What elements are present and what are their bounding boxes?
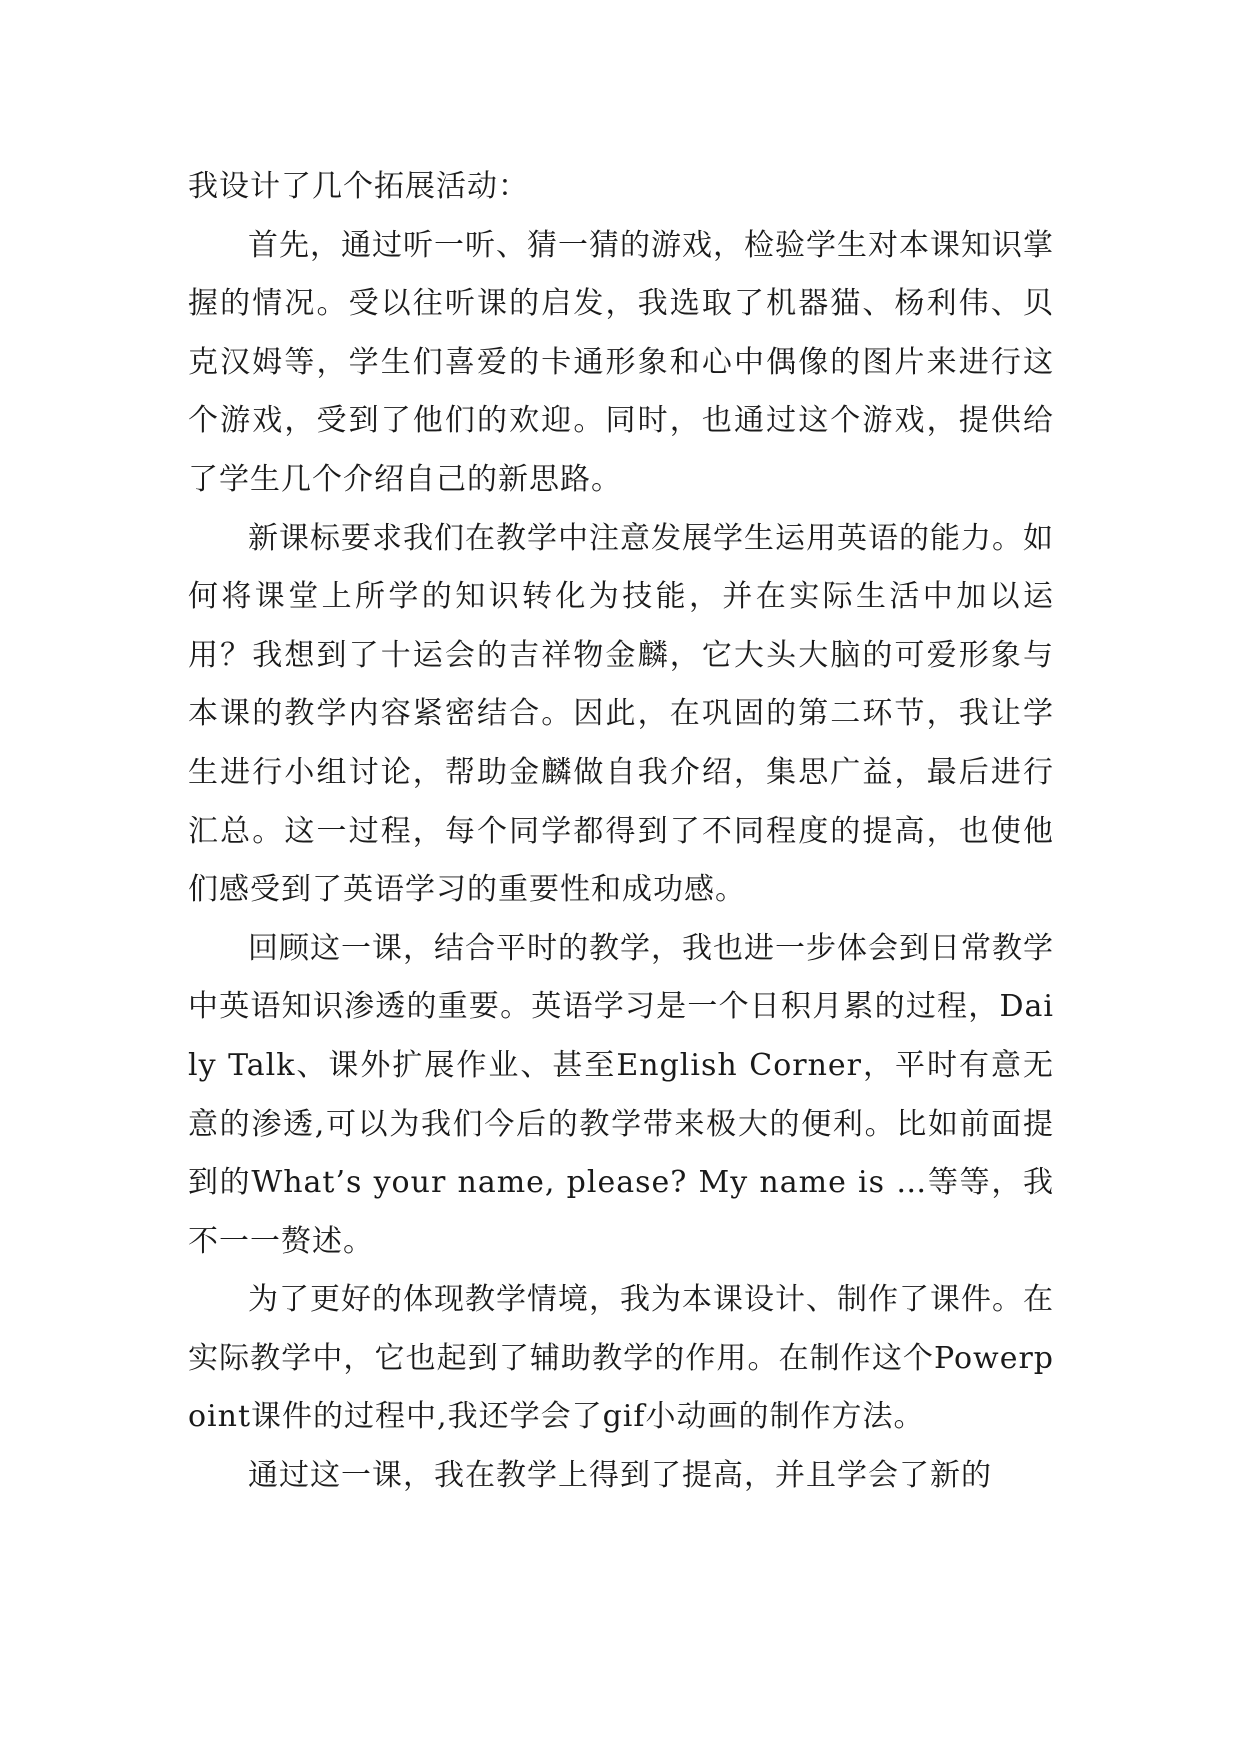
paragraph-guessing-game: 首先，通过听一听、猜一猜的游戏，检验学生对本课知识掌握的情况。受以往听课的启发，我选取了机器猫、杨利伟、贝克汉姆等，学生们喜爱的卡通形象和心中偶像的图片来进行这个游戏，受到了他们的欢迎。同时，也通过这个游戏，提供给了学生几个介绍自己的新思路。 [188,227,1054,497]
paragraph-conclusion: 通过这一课，我在教学上得到了提高，并且学会了新的 [248,1458,992,1494]
document-body [188,158,1054,1506]
paragraph-activities-intro: 我设计了几个拓展活动： [188,169,529,204]
paragraph-reflection: 回顾这一课，结合平时的教学，我也进一步体会到日常教学中英语知识渗透的重要。英语学习是一个日积月累的过程，Daily Talk、课外扩展作业、甚至English Corner，平时有意无意的渗透,可以为我们今后的教学带来极大的便利。比如前面提到的What’s your name, please? My name is …等等，我不一一赘述。 [188,930,1054,1259]
paragraph-courseware: 为了更好的体现教学情境，我为本课设计、制作了课件。在实际教学中，它也起到了辅助教学的作用。在制作这个Powerpoint课件的过程中,我还学会了gif小动画的制作方法。 [188,1282,1054,1435]
paragraph-new-curriculum: 新课标要求我们在教学中注意发展学生运用英语的能力。如何将课堂上所学的知识转化为技能，并在实际生活中加以运用？我想到了十运会的吉祥物金麟，它大头大脑的可爱形象与本课的教学内容紧密结合。因此，在巩固的第二环节，我让学生进行小组讨论，帮助金麟做自我介绍，集思广益，最后进行汇总。这一过程，每个同学都得到了不同程度的提高，也使他们感受到了英语学习的重要性和成功感。 [188,520,1054,908]
